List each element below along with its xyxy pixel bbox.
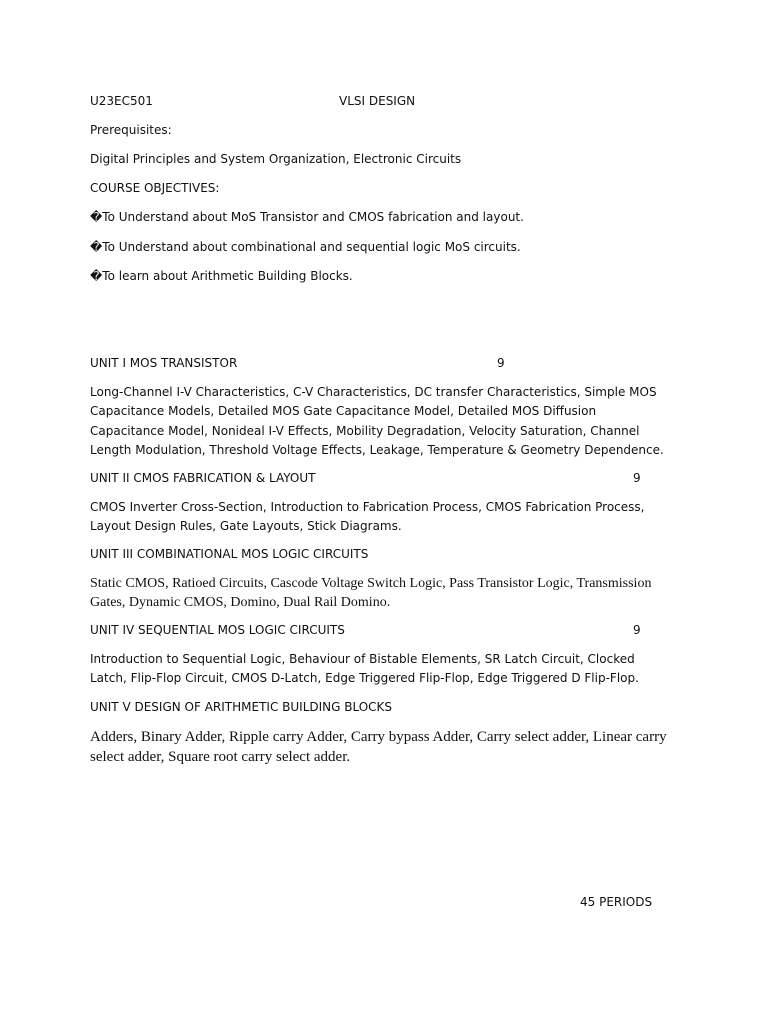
total-periods: 45 PERIODS xyxy=(580,895,653,909)
course-title: VLSI DESIGN xyxy=(339,94,416,108)
unit-4-hours: 9 xyxy=(633,623,641,637)
unit-3-content: Static CMOS, Ratioed Circuits, Cascode Voltage Switch Logic, Pass Transistor Logic, Transmission Gates, Dynamic CMOS, Domino, Dual Rail Domino. xyxy=(90,576,652,610)
unit-4-title: UNIT IV SEQUENTIAL MOS LOGIC CIRCUITS xyxy=(90,623,345,637)
unit-3-title: UNIT III COMBINATIONAL MOS LOGIC CIRCUITS xyxy=(90,547,369,561)
unit-2-content: CMOS Inverter Cross-Section, Introduction to Fabrication Process, CMOS Fabrication Process, Layout Design Rules, Gate Layouts, Stick Diagrams. xyxy=(90,500,645,534)
prerequisites-text: Digital Principles and System Organization, Electronic Circuits xyxy=(90,152,462,166)
objective-item: �To Understand about MoS Transistor and CMOS fabrication and layout. xyxy=(90,210,524,224)
objectives-heading: COURSE OBJECTIVES: xyxy=(90,181,220,195)
unit-4-content: Introduction to Sequential Logic, Behaviour of Bistable Elements, SR Latch Circuit, Clocked Latch, Flip-Flop Circuit, CMOS D-Latch, Edge Triggered Flip-Flop, Edge Triggered D Flip-Flop. xyxy=(90,652,639,686)
unit-5-content: Adders, Binary Adder, Ripple carry Adder, Carry bypass Adder, Carry select adder, Linear carry select adder, Square root carry select adder. xyxy=(90,729,667,765)
course-code: U23EC501 xyxy=(90,94,153,108)
unit-2-title: UNIT II CMOS FABRICATION & LAYOUT xyxy=(90,471,316,485)
objective-item: �To learn about Arithmetic Building Blocks. xyxy=(90,269,353,283)
unit-1-title: UNIT I MOS TRANSISTOR xyxy=(90,356,238,370)
unit-2-hours: 9 xyxy=(633,471,641,485)
unit-1-content: Long-Channel I-V Characteristics, C-V Characteristics, DC transfer Characteristics, Simple MOS Capacitance Models, Detailed MOS Gate Capacitance Model, Detailed MOS Diffusion Capacitance Model, Nonideal I-V Effects, Mobility Degradation, Velocity Saturation, Channel Length Modulation, Threshold Voltage Effects, Leakage, Temperature & Geometry Dependence. xyxy=(90,385,664,457)
objective-item: �To Understand about combinational and sequential logic MoS circuits. xyxy=(90,240,521,254)
unit-5-title: UNIT V DESIGN OF ARITHMETIC BUILDING BLOCKS xyxy=(90,700,393,714)
unit-1-hours: 9 xyxy=(497,356,505,370)
prerequisites-heading: Prerequisites: xyxy=(90,123,172,137)
